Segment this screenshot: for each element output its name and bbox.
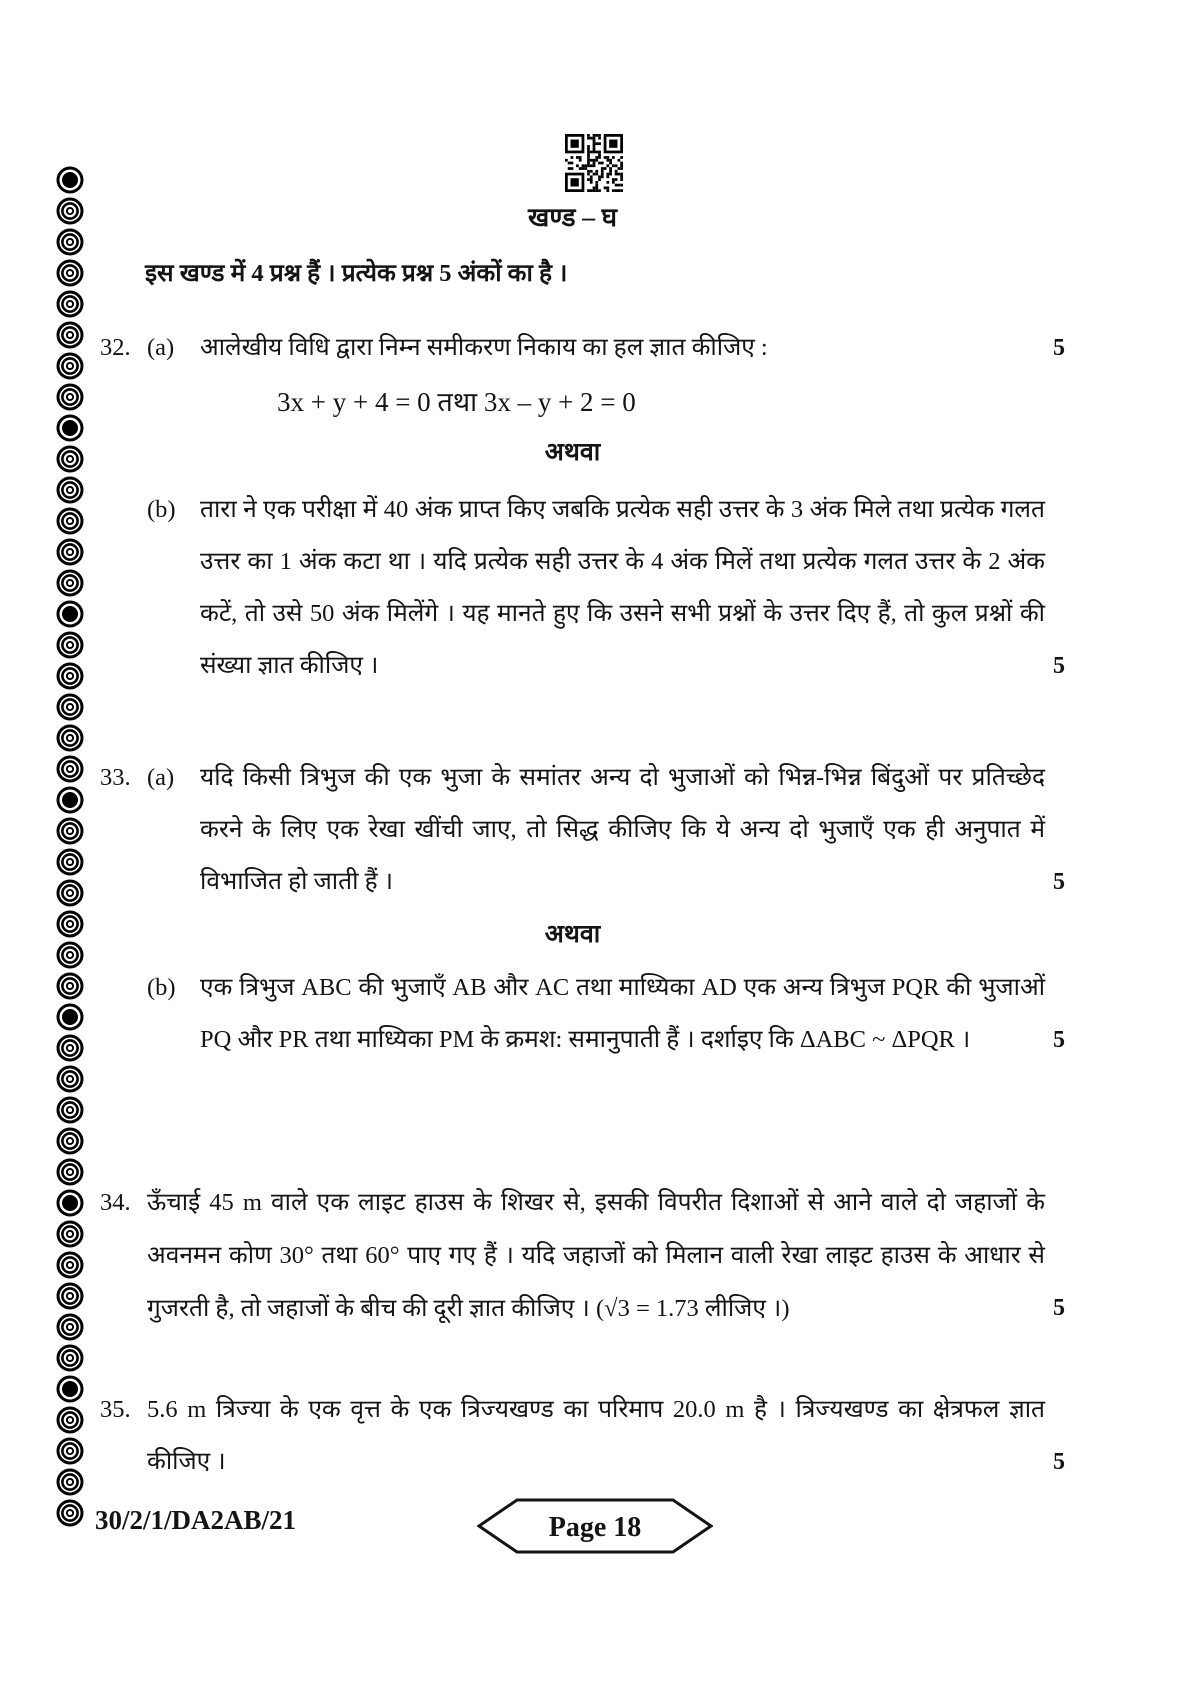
question-text: आलेखीय विधि द्वारा निम्न समीकरण निकाय का हल ज्ञात कीजिए :: [200, 334, 768, 361]
question-33a: [100, 752, 1065, 908]
marks-value: 5: [1053, 653, 1065, 679]
qr-code: [565, 134, 623, 197]
question-33b: [100, 962, 1065, 1066]
or-separator: अथवा: [544, 921, 601, 948]
question-number: 33.: [100, 764, 131, 791]
question-text: ऊँचाई 45 m वाले एक लाइट हाउस के शिखर से, इसकी विपरीत दिशाओं से आने वाले दो जहाजों के अवनमन कोण 30° तथा 60° पाए गए हैं । यदि जहाजों को मिलान वाली रेखा लाइट हाउस के आधार से गुजरती है, तो जहाजों के बीच की दूरी ज्ञात कीजिए । (√3 = 1.73 लीजिए ।): [147, 1189, 1045, 1322]
question-34: [100, 1176, 1065, 1335]
marks-value: 5: [1053, 1027, 1065, 1053]
question-35: [100, 1384, 1065, 1488]
part-label: (b): [147, 496, 176, 523]
page-number-badge: [477, 1498, 713, 1559]
paper-code: 30/2/1/DA2AB/21: [95, 1505, 297, 1535]
marks-value: 5: [1053, 335, 1065, 361]
part-label: (a): [147, 334, 175, 361]
marks-value: 5: [1053, 1295, 1065, 1321]
binding-marks: [56, 166, 84, 1527]
part-label: (b): [147, 974, 176, 1001]
question-text: एक त्रिभुज ABC की भुजाएँ AB और AC तथा माध्यिका AD एक अन्य त्रिभुज PQR की भुजाओं PQ और PR तथा माध्यिका PM के क्रमश: समानुपाती हैं । दर्शाइए कि ΔABC ~ ΔPQR ।: [200, 974, 1045, 1053]
question-32a: [100, 322, 1065, 374]
page-number-label: Page 18: [548, 1512, 642, 1543]
question-number: 32.: [100, 334, 131, 361]
question-text: 5.6 m त्रिज्या के एक वृत्त के एक त्रिज्यखण्ड का परिमाप 20.0 m है । त्रिज्यखण्ड का क्षेत्रफल ज्ञात कीजिए ।: [147, 1396, 1045, 1475]
question-text: यदि किसी त्रिभुज की एक भुजा के समांतर अन्य दो भुजाओं को भिन्न-भिन्न बिंदुओं पर प्रतिच्छेद करने के लिए एक रेखा खींची जाए, तो सिद्ध कीजिए कि ये अन्य दो भुजाएँ एक ही अनुपात में विभाजित हो जाती हैं ।: [200, 764, 1045, 895]
section-title: खण्ड – घ: [528, 203, 617, 232]
question-text: तारा ने एक परीक्षा में 40 अंक प्राप्त किए जबकि प्रत्येक सही उत्तर के 3 अंक मिले तथा प्रत्येक गलत उत्तर का 1 अंक कटा था । यदि प्रत्येक सही उत्तर के 4 अंक मिलें तथा प्रत्येक गलत उत्तर के 2 अंक कटें, तो उसे 50 अंक मिलेंगे । यह मानते हुए कि उसने सभी प्रश्नों के उत्तर दिए हैं, तो कुल प्रश्नों की संख्या ज्ञात कीजिए ।: [200, 496, 1045, 679]
marks-value: 5: [1053, 869, 1065, 895]
or-separator: अथवा: [544, 439, 601, 466]
question-32b: [100, 484, 1065, 692]
marks-value: 5: [1053, 1449, 1065, 1475]
question-number: 35.: [100, 1396, 131, 1423]
section-intro: इस खण्ड में 4 प्रश्न हैं । प्रत्येक प्रश्न 5 अंकों का है ।: [145, 260, 568, 287]
equation: 3x + y + 4 = 0 तथा 3x – y + 2 = 0: [277, 387, 636, 417]
question-number: 34.: [100, 1189, 131, 1216]
part-label: (a): [147, 764, 175, 791]
